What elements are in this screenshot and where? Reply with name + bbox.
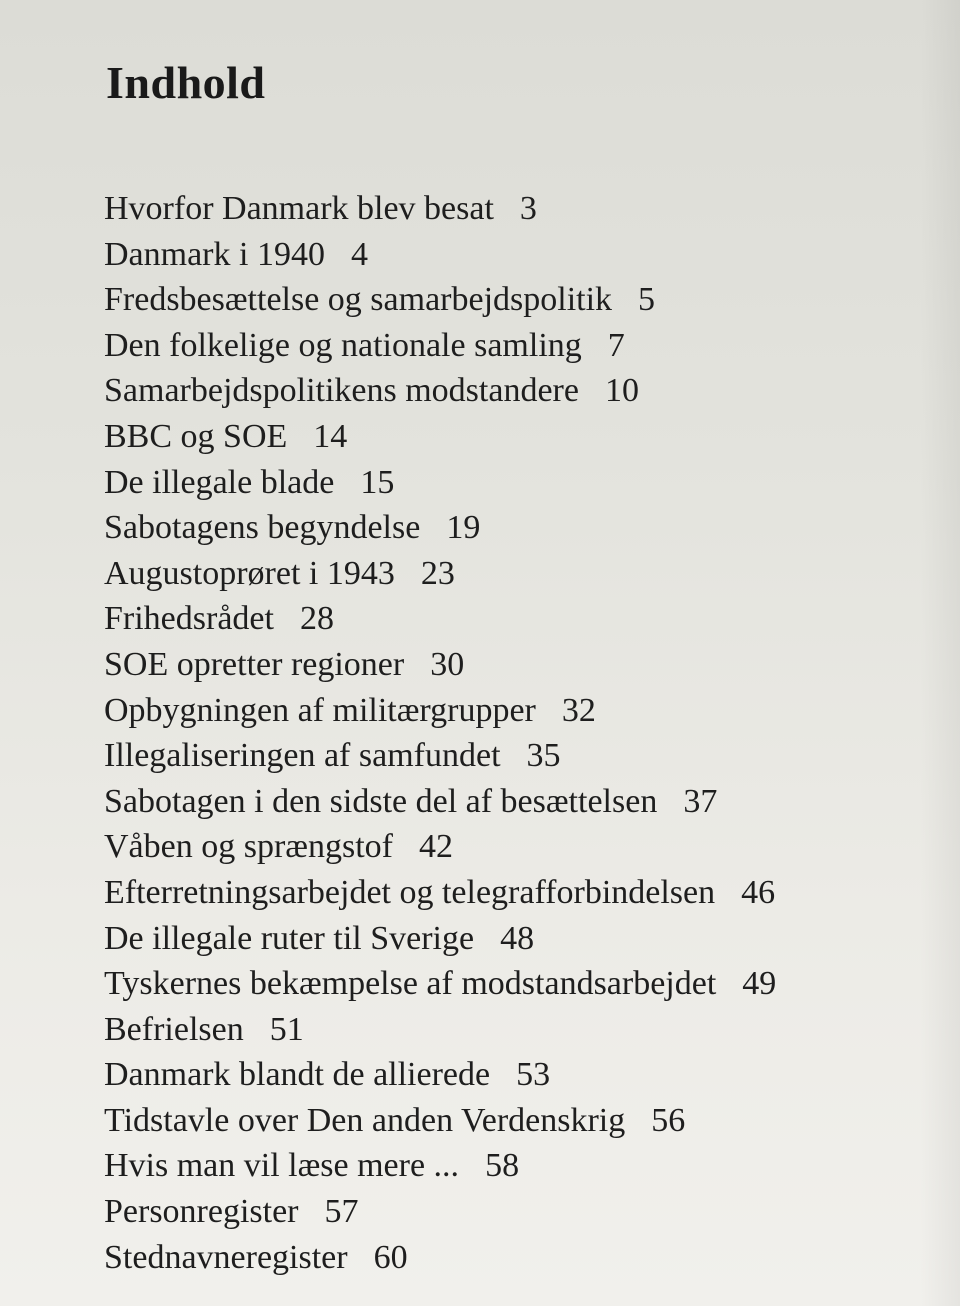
toc-entry-title: Personregister: [104, 1193, 299, 1231]
toc-entry-page-number: 37: [683, 782, 718, 820]
toc-entry-title: Danmark blandt de allierede: [104, 1056, 491, 1094]
toc-entry: [104, 642, 776, 688]
toc-entry-page-number: 4: [350, 235, 368, 273]
toc-entry: [104, 232, 776, 278]
toc-entry-title: Tyskernes bekæmpelse af modstandsarbejdet: [104, 965, 717, 1003]
toc-entry-title: Befrielsen: [104, 1010, 244, 1048]
toc-entry-page-number: 60: [373, 1238, 408, 1276]
toc-entry-page-number: 15: [360, 463, 395, 501]
toc-entry-page-number: 49: [742, 965, 777, 1003]
toc-entry-page-number: 53: [516, 1056, 551, 1094]
toc-entry: [104, 323, 776, 369]
toc-entry: [104, 1007, 776, 1053]
toc-entry-page-number: 57: [324, 1193, 359, 1231]
toc-entry-title: Danmark i 1940: [104, 235, 325, 273]
toc-entry: [104, 961, 776, 1007]
toc-entry: [104, 277, 776, 323]
toc-entry: [104, 688, 776, 734]
toc-entry-title: De illegale ruter til Sverige: [104, 919, 475, 957]
toc-entry-page-number: 23: [420, 554, 455, 592]
toc-entry-title: Samarbejdspolitikens modstandere: [104, 372, 579, 410]
toc-entry-page-number: 30: [430, 645, 465, 683]
toc-entry: [104, 1098, 776, 1144]
toc-entry: [104, 870, 776, 916]
toc-entry-title: Opbygningen af militærgrupper: [104, 691, 536, 729]
toc-entry: [104, 551, 776, 597]
toc-entry: [104, 1189, 776, 1235]
toc-entry: [104, 414, 776, 460]
toc-entry-title: Illegaliseringen af samfundet: [104, 737, 501, 775]
toc-entry: [104, 368, 776, 414]
toc-entry: [104, 1235, 776, 1281]
toc-entry-title: Stednavneregister: [104, 1238, 348, 1276]
toc-entry-title: Hvis man vil læse mere ...: [104, 1147, 460, 1185]
toc-entry: [104, 779, 776, 825]
toc-entry-page-number: 28: [299, 600, 334, 638]
toc-entry-title: Sabotagens begyndelse: [104, 509, 421, 547]
toc-entry-page-number: 56: [651, 1101, 686, 1139]
toc-entry-title: Frihedsrådet: [104, 600, 274, 638]
toc-entry-title: Våben og sprængstof: [104, 828, 393, 866]
toc-entry-page-number: 32: [561, 691, 596, 729]
toc-entry: [104, 1143, 776, 1189]
toc-entry: [104, 596, 776, 642]
toc-entry-title: Den folkelige og nationale samling: [104, 326, 582, 364]
page-shadow: [920, 0, 960, 1306]
toc-entry-title: Hvorfor Danmark blev besat: [104, 190, 494, 227]
toc-entry-page-number: 7: [607, 326, 625, 364]
toc-entry-title: De illegale blade: [104, 463, 335, 501]
toc-entry: [104, 733, 776, 779]
toc-entry-title: Fredsbesættelse og samarbejdspolitik: [104, 281, 613, 319]
toc-entry-page-number: 10: [604, 372, 639, 410]
toc-entry-page-number: 5: [638, 281, 656, 319]
toc-entry-title: BBC og SOE: [104, 417, 288, 455]
toc-entry: [104, 460, 776, 506]
toc-entry-page-number: 48: [500, 919, 535, 957]
toc-entry-page-number: 42: [418, 828, 453, 866]
toc-entry: [104, 505, 776, 551]
toc-entry-page-number: 35: [526, 737, 561, 775]
table-of-contents: [104, 186, 776, 1280]
toc-entry-page-number: 14: [313, 417, 348, 455]
toc-entry-title: Augustoprøret i 1943: [104, 554, 395, 592]
toc-entry: [104, 1052, 776, 1098]
toc-entry-page-number: 3: [519, 190, 537, 227]
toc-entry: [104, 824, 776, 870]
toc-entry-title: Tidstavle over Den anden Verdenskrig: [104, 1101, 626, 1139]
toc-entry-page-number: 51: [269, 1010, 304, 1048]
toc-entry-page-number: 19: [446, 509, 481, 547]
toc-entry: [104, 186, 776, 232]
toc-entry-title: Efterretningsarbejdet og telegrafforbindelsen: [104, 873, 716, 911]
toc-entry-title: SOE opretter regioner: [104, 645, 405, 683]
toc-entry-page-number: 46: [741, 873, 776, 911]
page-title: Indhold: [106, 57, 266, 108]
toc-entry-page-number: 58: [485, 1147, 520, 1185]
toc-entry: [104, 916, 776, 962]
toc-entry-title: Sabotagen i den sidste del af besættelsen: [104, 782, 658, 820]
